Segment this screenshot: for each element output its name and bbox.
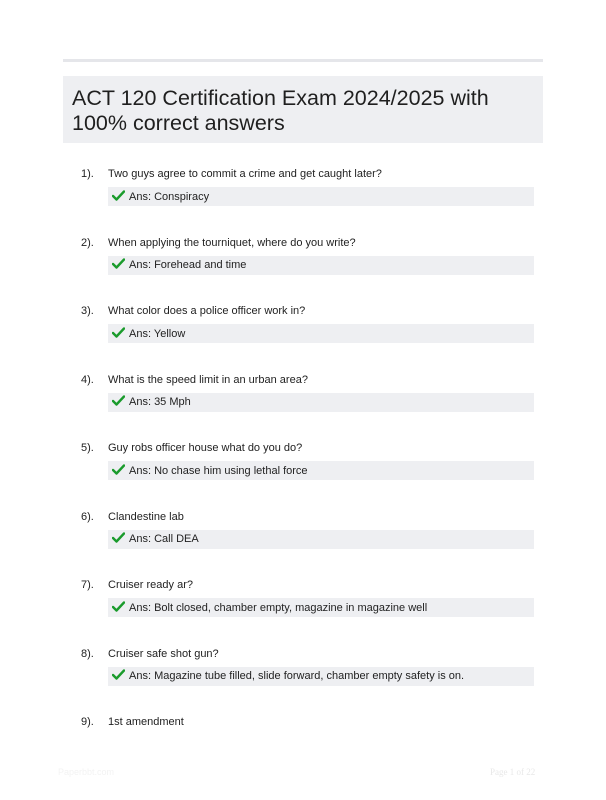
answer-text: Ans: Bolt closed, chamber empty, magazine in magazine well — [129, 601, 428, 614]
answer-box — [108, 461, 534, 480]
check-icon — [112, 464, 129, 478]
question-text: Guy robs officer house what do you do? — [108, 442, 303, 454]
answer-box — [108, 667, 534, 686]
question-number: 7). — [81, 579, 94, 591]
question-number: 5). — [81, 442, 94, 454]
check-icon — [112, 327, 129, 341]
top-divider — [63, 59, 543, 62]
title-banner — [63, 76, 543, 143]
answer-text: Ans: Magazine tube filled, slide forward, chamber empty safety is on. — [129, 670, 465, 682]
question-text: Cruiser safe shot gun? — [108, 647, 219, 660]
question-text: Two guys agree to commit a crime and get caught later? — [108, 168, 382, 180]
check-icon — [112, 395, 129, 409]
question-text: 1st amendment — [108, 716, 184, 728]
answer-box — [108, 393, 534, 412]
answer-box — [108, 256, 534, 275]
question-text: Clandestine lab — [108, 510, 184, 523]
answer-box — [108, 324, 534, 343]
question-number: 6). — [81, 510, 94, 523]
footer-watermark: Paperbbt.com — [58, 767, 115, 777]
question-text: When applying the tourniquet, where do you write? — [108, 236, 356, 249]
question-text: Cruiser ready ar? — [108, 579, 193, 591]
check-icon — [112, 258, 129, 272]
answer-text: Ans: Conspiracy — [129, 190, 210, 203]
answer-text: Ans: Yellow — [129, 327, 186, 340]
answer-box — [108, 598, 534, 617]
page-number: Page 1 of 22 — [490, 767, 536, 777]
answer-box — [108, 530, 534, 549]
answer-text: Ans: Forehead and time — [129, 259, 247, 271]
check-icon — [112, 190, 129, 204]
question-number: 9). — [81, 716, 94, 728]
question-number: 8). — [81, 647, 94, 660]
page-title: ACT 120 Certification Exam 2024/2025 with 100% correct answers — [72, 86, 489, 135]
answer-text: Ans: Call DEA — [129, 533, 199, 545]
answer-text: Ans: No chase him using lethal force — [129, 464, 308, 477]
question-text: What is the speed limit in an urban area? — [108, 373, 308, 386]
check-icon — [112, 532, 129, 546]
answer-text: Ans: 35 Mph — [129, 396, 191, 408]
question-number: 2). — [81, 236, 94, 249]
answer-box — [108, 187, 534, 206]
question-number: 4). — [81, 373, 94, 386]
check-icon — [112, 669, 129, 683]
question-number: 3). — [81, 305, 94, 317]
question-number: 1). — [81, 168, 94, 180]
question-text: What color does a police officer work in? — [108, 305, 306, 317]
check-icon — [112, 601, 129, 615]
